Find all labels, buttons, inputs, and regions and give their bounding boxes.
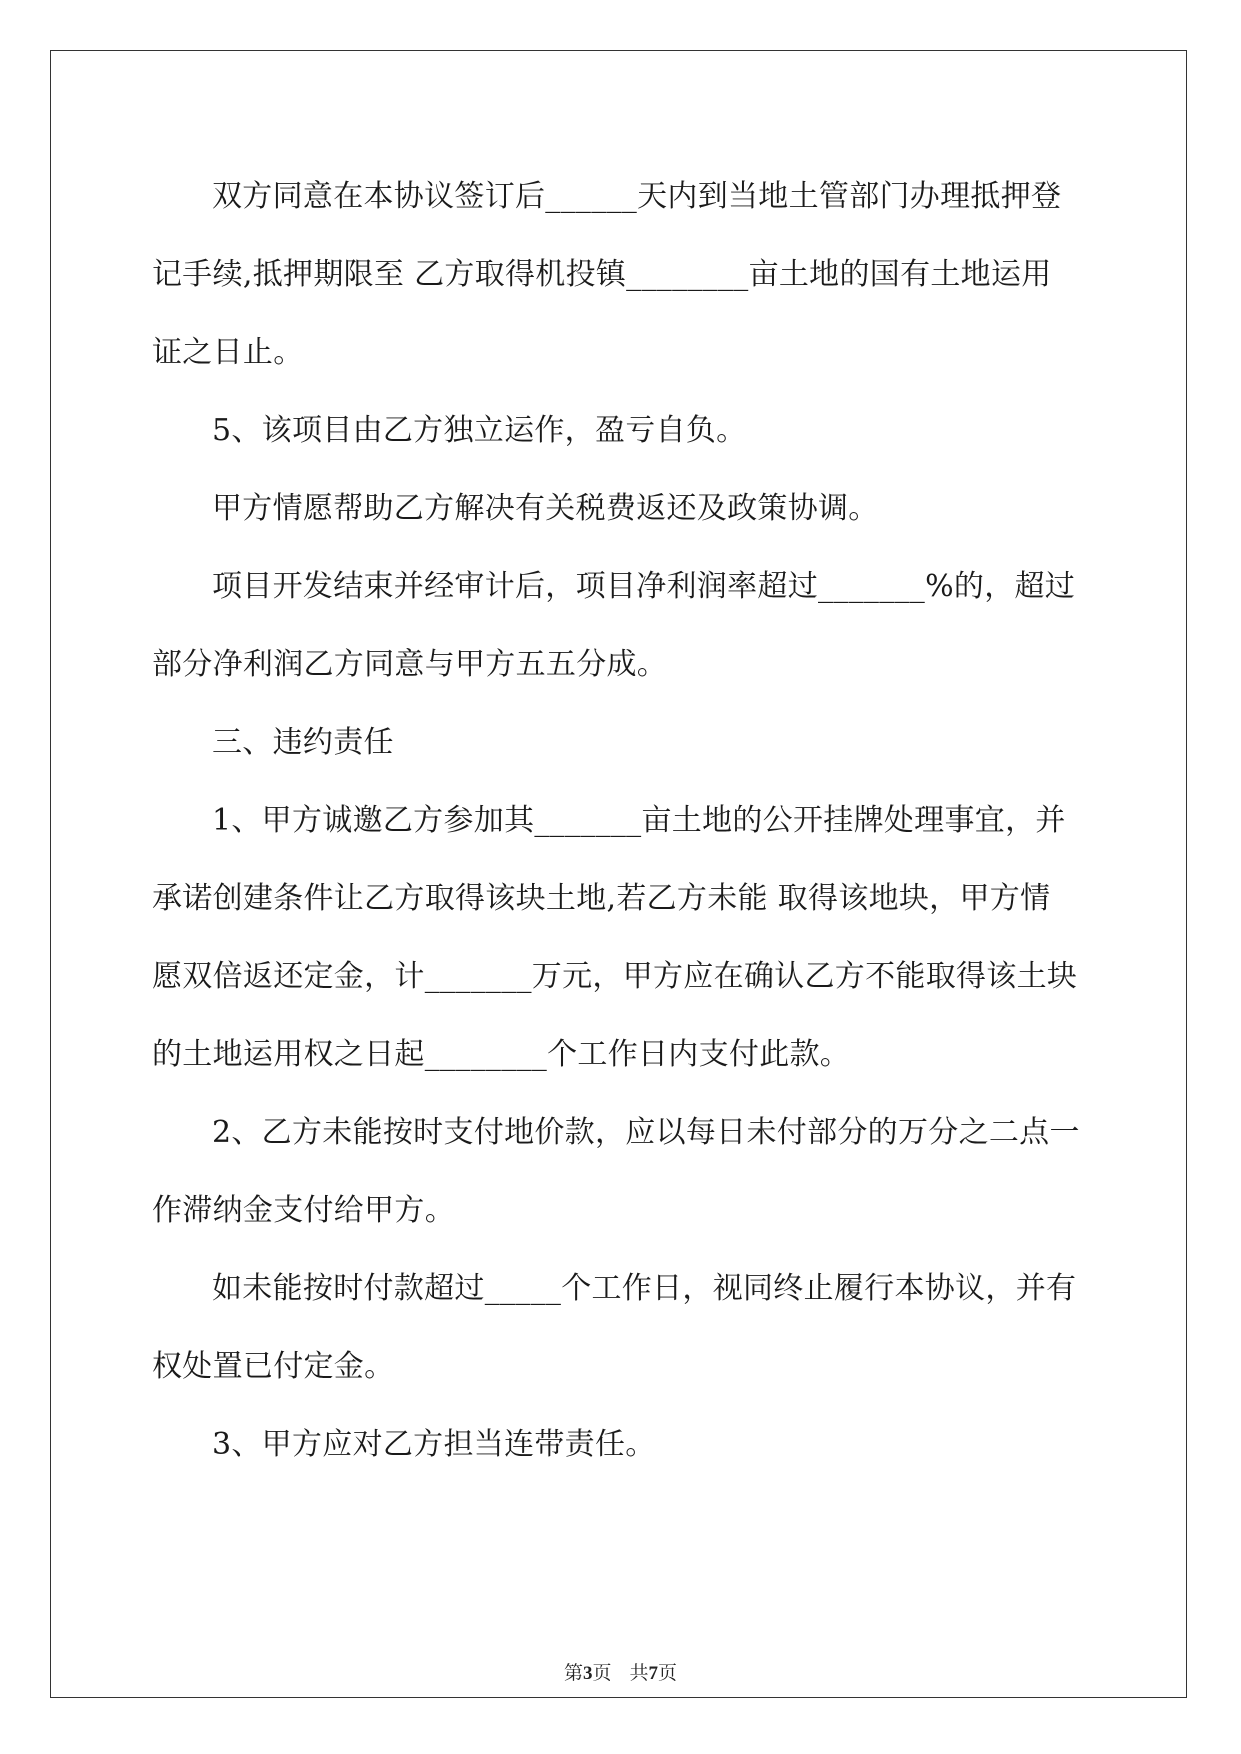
paragraph-line: 1、甲方诚邀乙方参加其_______亩土地的公开挂牌处理事宜，并 [212,803,1066,838]
paragraph-line: 3、甲方应对乙方担当连带责任。 [212,1427,656,1462]
total-prefix: 共 [629,1663,649,1684]
page-number: 3 [582,1663,593,1684]
total-suffix: 页 [658,1663,678,1684]
paragraph-line: 5、该项目由乙方独立运作，盈亏自负。 [212,413,747,448]
page-footer [0,1658,1241,1685]
paragraph-line: 如未能按时付款超过_____个工作日，视同终止履行本协议，并有 [212,1271,1077,1306]
paragraph-line: 作滞纳金支付给甲方。 [152,1193,455,1228]
paragraph-line: 部分净利润乙方同意与甲方五五分成。 [152,647,668,682]
paragraph-line: 愿双倍返还定金，计_______万元，甲方应在确认乙方不能取得该土块 [152,959,1078,994]
paragraph-line: 记手续,抵押期限至 乙方取得机投镇________亩土地的国有土地运用 [152,257,1052,292]
document-body [152,158,1082,1484]
paragraph-line: 甲方情愿帮助乙方解决有关税费返还及政策协调。 [212,491,879,526]
paragraph-line: 证之日止。 [152,335,304,370]
page-suffix: 页 [592,1663,612,1684]
total-pages: 7 [648,1663,659,1684]
page-prefix: 第 [563,1663,583,1684]
paragraph-line: 2、乙方未能按时支付地价款，应以每日未付部分的万分之二点一 [212,1115,1080,1150]
paragraph-line: 权处置已付定金。 [152,1349,395,1384]
paragraph-line: 项目开发结束并经审计后，项目净利润率超过_______%的，超过 [212,569,1076,604]
section-heading: 三、违约责任 [212,725,394,760]
paragraph-line: 双方同意在本协议签订后______天内到当地土管部门办理抵押登 [212,179,1062,214]
paragraph-line: 的土地运用权之日起________个工作日内支付此款。 [152,1037,851,1072]
paragraph-line: 承诺创建条件让乙方取得该块土地,若乙方未能 取得该地块，甲方情 [152,881,1051,916]
